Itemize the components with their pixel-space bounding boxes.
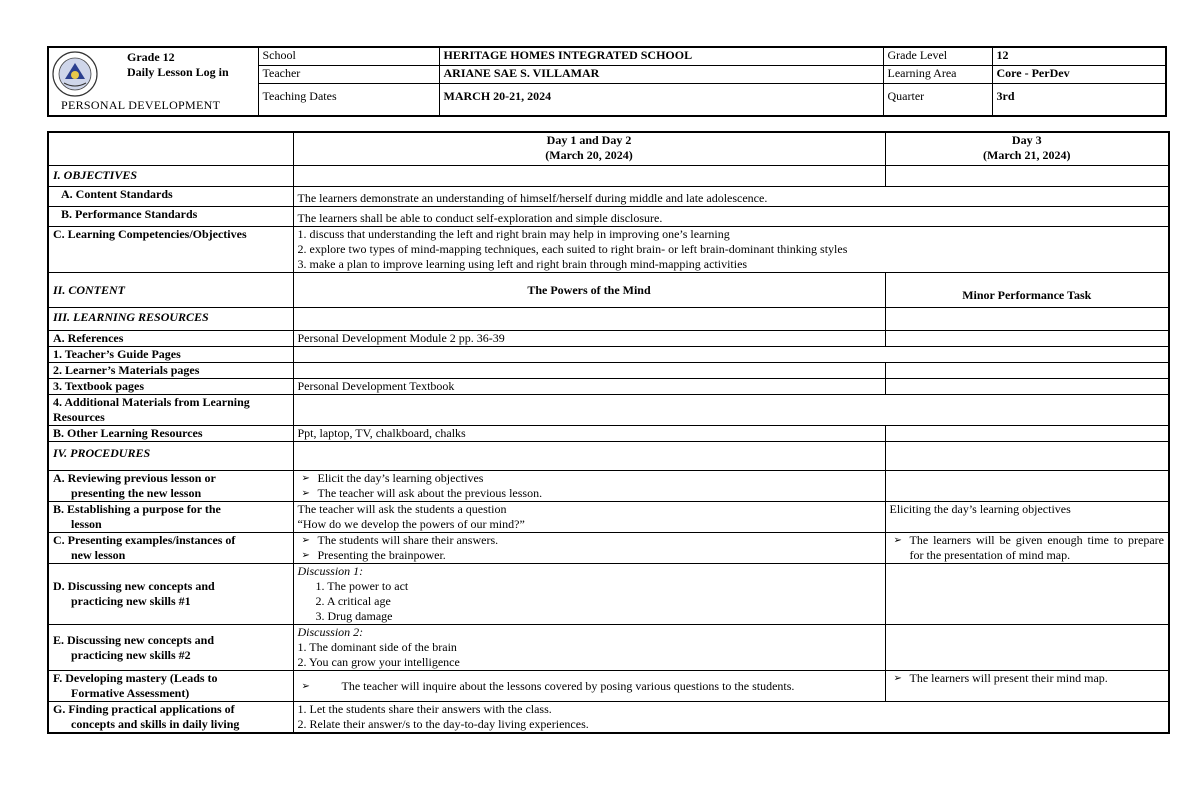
table-row [48,533,1169,564]
purpose-value: The teacher will ask the students a question “How do we develop the powers of our mind?” [293,502,885,533]
mastery-label: F. Developing mastery (Leads to Formative Assessment) [48,671,293,702]
objectives-heading: I. OBJECTIVES [48,166,293,187]
teacher-label: Teacher [258,66,439,84]
competency-item: 2. explore two types of mind-mapping techniques, each suited to right brain- or left brain-dominant thinking styles [297,242,848,256]
table-row [48,671,1169,702]
table-row [48,395,1169,426]
competencies-value [293,227,1169,273]
procedures-heading: IV. PROCEDURES [48,442,293,471]
learners-materials-label: 2. Learner’s Materials pages [48,363,293,379]
grade-level-value: 12 [992,47,1166,66]
list-item: 2. You can grow your intelligence [297,655,460,669]
learning-area-value: Core - PerDev [992,66,1166,84]
table-row [48,331,1169,347]
list-item: ➢ The learners will be given enough time to prepare for the presentation of mind map. [890,533,1165,563]
reviewing-label: A. Reviewing previous lesson or presenting the new lesson [48,471,293,502]
table-row [48,564,1169,625]
presenting-label: C. Presenting examples/instances of new lesson [48,533,293,564]
list-item: ➢ Presenting the brainpower. [298,548,881,563]
content-day3: Minor Performance Task [885,273,1169,308]
references-value: Personal Development Module 2 pp. 36-39 [293,331,885,347]
table-row [48,187,1169,207]
reviewing-value [293,471,885,502]
lesson-log-table [47,131,1170,734]
discussing2-label: E. Discussing new concepts and practicing new skills #2 [48,625,293,671]
table-row [48,471,1169,502]
list-item: ➢ The teacher will inquire about the lessons covered by posing various questions to the students. [298,679,881,694]
teachers-guide-label: 1. Teacher’s Guide Pages [48,347,293,363]
log-title: Daily Lesson Log in [127,65,229,79]
presenting-value [293,533,885,564]
table-row [48,426,1169,442]
quarter-value: 3rd [992,84,1166,117]
learning-area-label: Learning Area [883,66,992,84]
other-resources-value: Ppt, laptop, TV, chalkboard, chalks [293,426,885,442]
table-row [48,227,1169,273]
mastery-value [293,671,885,702]
table-row [48,207,1169,227]
textbook-value: Personal Development Textbook [293,379,885,395]
additional-materials-label: 4. Additional Materials from Learning Resources [48,395,293,426]
list-item: 1. Let the students share their answers with the class. [297,702,552,716]
table-row [48,442,1169,471]
resources-heading: III. LEARNING RESOURCES [48,308,293,331]
school-value: HERITAGE HOMES INTEGRATED SCHOOL [439,47,883,66]
list-item: 2. Relate their answer/s to the day-to-day living experiences. [297,717,589,731]
performance-standards-label: B. Performance Standards [48,207,293,227]
list-item: 1. The power to act [315,579,409,593]
grade-heading: Grade 12 [127,50,175,64]
competency-item: 1. discuss that understanding the left and right brain may help in improving one’s learning [297,227,730,241]
list-item: 2. A critical age [315,594,391,608]
practical-label: G. Finding practical applications of concepts and skills in daily living [48,702,293,734]
content-heading: II. CONTENT [48,273,293,308]
table-row [48,166,1169,187]
references-label: A. References [48,331,293,347]
table-row [48,363,1169,379]
teacher-value: ARIANE SAE S. VILLAMAR [439,66,883,84]
list-item: ➢ The learners will present their mind map. [890,671,1165,686]
table-row [48,379,1169,395]
list-item: 3. Drug damage [315,609,393,623]
purpose-label: B. Establishing a purpose for the lesson [48,502,293,533]
table-row [48,347,1169,363]
other-resources-label: B. Other Learning Resources [48,426,293,442]
competency-item: 3. make a plan to improve learning using left and right brain through mind-mapping activities [297,257,748,271]
content-standards-label: A. Content Standards [48,187,293,207]
day12-header: Day 1 and Day 2 (March 20, 2024) [293,132,885,166]
presenting-day3 [885,533,1169,564]
discussing1-label: D. Discussing new concepts and practicing new skills #1 [48,564,293,625]
list-item: ➢ The students will share their answers. [298,533,881,548]
teaching-dates-label: Teaching Dates [258,84,439,117]
subject-heading: PERSONAL DEVELOPMENT [61,98,221,112]
performance-standards-value: The learners shall be able to conduct self-exploration and simple disclosure. [293,207,1169,227]
discussion1-value: Discussion 1: 1. The power to act 2. A critical age 3. Drug damage [293,564,885,625]
table-row [48,132,1169,166]
table-row [48,625,1169,671]
content-standards-value: The learners demonstrate an understanding of himself/herself during middle and late adolescence. [293,187,1169,207]
table-row [48,702,1169,734]
purpose-day3: Eliciting the day’s learning objectives [885,502,1169,533]
teaching-dates-value: MARCH 20-21, 2024 [439,84,883,117]
header-logo-cell [48,47,258,116]
discussion2-value: Discussion 2: 1. The dominant side of the brain 2. You can grow your intelligence [293,625,885,671]
content-day12: The Powers of the Mind [293,273,885,308]
list-item: 1. The dominant side of the brain [297,640,457,654]
day3-header: Day 3 (March 21, 2024) [885,132,1169,166]
list-item: ➢ Elicit the day’s learning objectives [298,471,881,486]
table-row [48,502,1169,533]
school-label: School [258,47,439,66]
grade-level-label: Grade Level [883,47,992,66]
deped-seal-icon [52,51,98,97]
practical-value [293,702,1169,734]
header-table [47,46,1167,117]
textbook-label: 3. Textbook pages [48,379,293,395]
mastery-day3 [885,671,1169,702]
quarter-label: Quarter [883,84,992,117]
list-item: ➢ The teacher will ask about the previous lesson. [298,486,881,501]
table-row [48,273,1169,308]
competencies-label: C. Learning Competencies/Objectives [48,227,293,273]
table-row [48,308,1169,331]
